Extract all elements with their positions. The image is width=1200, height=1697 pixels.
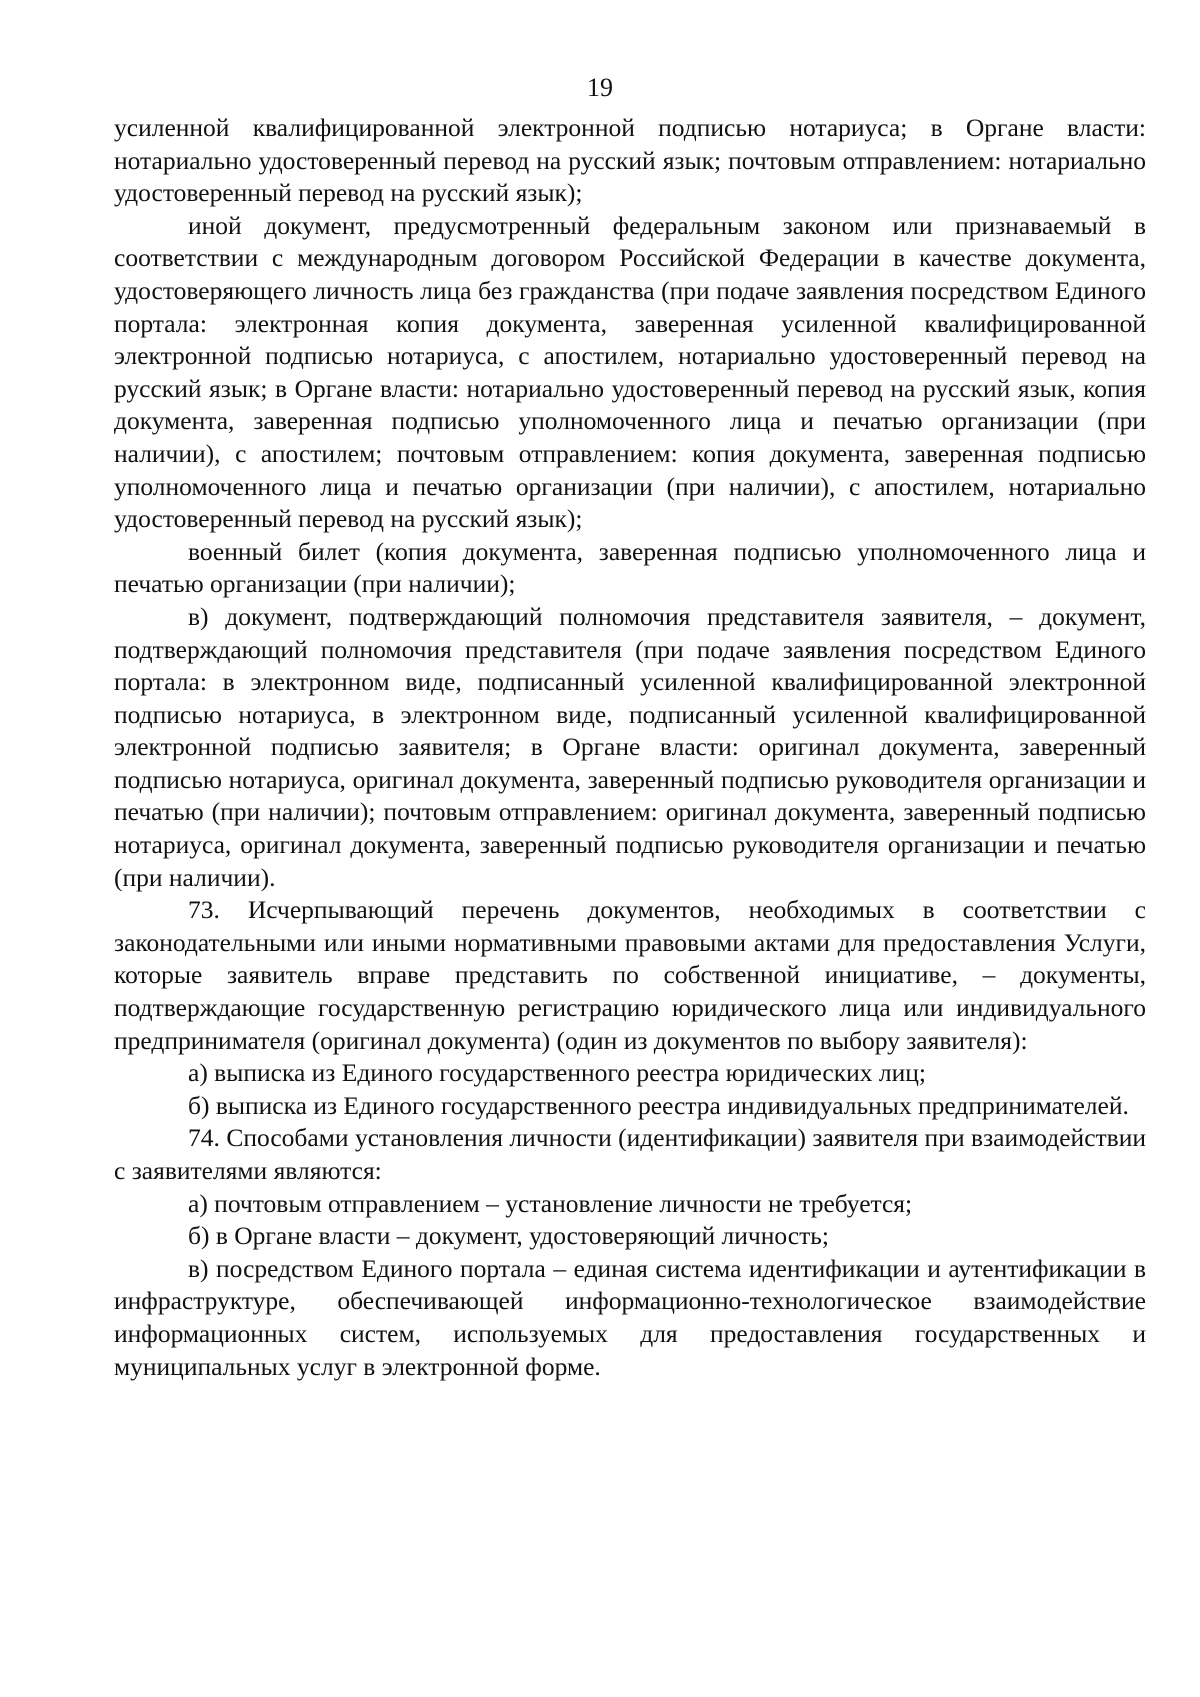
paragraph-representative-authority: в) документ, подтверждающий полномочия представителя заявителя, – документ, подтверждающий полномочия представителя (при подаче заявления посредством Единого портала: в электронном виде, подписанный усиленной квалифицированной электронной подписью нотариуса, в электронном виде, подписанный усиленной квалифицированной электронной подписью заявителя; в Органе власти: оригинал документа, заверенный подписью нотариуса, оригинал документа, заверенный подписью руководителя организации и печатью (при наличии); почтовым отправлением: оригинал документа, заверенный подписью нотариуса, оригинал документа, заверенный подписью руководителя организации и печатью (при наличии). — [114, 601, 1146, 892]
paragraph-item-73-b: б) выписка из Единого государственного реестра индивидуальных предпринимателей. — [188, 1090, 1129, 1120]
paragraph-item-73-a: а) выписка из Единого государственного реестра юридических лиц; — [188, 1058, 927, 1088]
paragraph-item-74-b: б) в Органе власти – документ, удостоверяющий личность; — [188, 1221, 829, 1251]
paragraph-stateless-id-document: иной документ, предусмотренный федеральным законом или признаваемый в соответствии с международным договором Российской Федерации в качестве документа, удостоверяющего личность лица без гражданства (при подаче заявления посредством Единого портала: электронная копия документа, заверенная усиленной квалифицированной электронной подписью нотариуса, с апостилем, нотариально удостоверенный перевод на русский язык; в Органе власти: нотариально удостоверенный перевод на русский язык, копия документа, заверенная подписью уполномоченного лица и печатью организации (при наличии), с апостилем; почтовым отправлением: копия документа, заверенная подписью уполномоченного лица и печатью организации (при наличии), с апостилем, нотариально удостоверенный перевод на русский язык); — [114, 210, 1146, 534]
paragraph-item-74: 74. Способами установления личности (идентификации) заявителя при взаимодействии с заявителями являются: — [114, 1123, 1146, 1185]
document-body — [114, 112, 1146, 1383]
paragraph-item-74-a: а) почтовым отправлением – установление личности не требуется; — [188, 1188, 913, 1218]
paragraph-item-74-c: в) посредством Единого портала – единая система идентификации и аутентификации в инфраструктуре, обеспечивающей информационно-технологическое взаимодействие информационных систем, используемых для предоставления государственных и муниципальных услуг в электронной форме. — [114, 1253, 1146, 1381]
paragraph-military-id: военный билет (копия документа, заверенная подписью уполномоченного лица и печатью организации (при наличии); — [114, 536, 1146, 599]
page-number: 19 — [587, 73, 613, 102]
paragraph-continuation: усиленной квалифицированной электронной подписью нотариуса; в Органе власти: нотариально удостоверенный перевод на русский язык; почтовым отправлением: нотариально удостоверенный перевод на русский язык); — [114, 113, 1146, 208]
paragraph-item-73: 73. Исчерпывающий перечень документов, необходимых в соответствии с законодательными или иными нормативными правовыми актами для предоставления Услуги, которые заявитель вправе представить по собственной инициативе, – документы, подтверждающие государственную регистрацию юридического лица или индивидуального предпринимателя (оригинал документа) (один из документов по выбору заявителя): — [114, 895, 1146, 1055]
